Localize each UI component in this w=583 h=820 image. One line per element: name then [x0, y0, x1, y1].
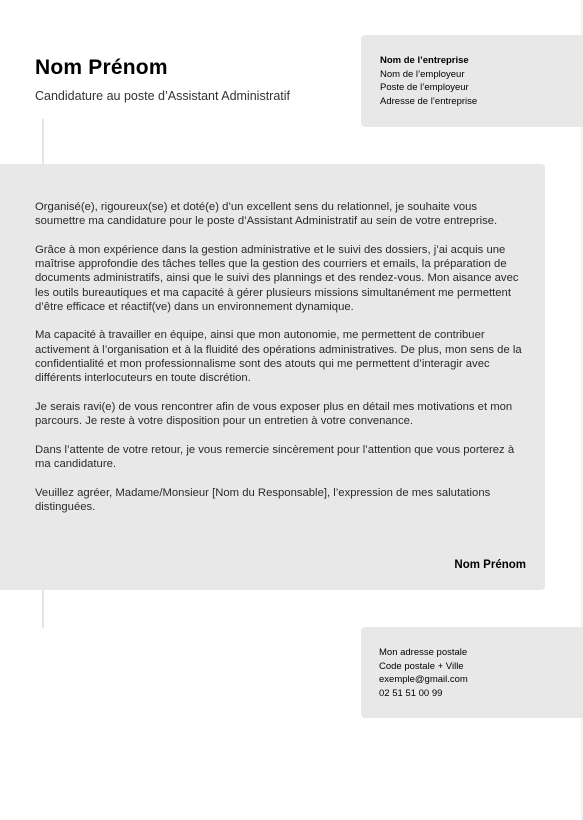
letter-paragraph: Dans l’attente de votre retour, je vous remercie sincèrement pour l’attention que vous porterez à ma candidature. [35, 443, 515, 470]
applicant-name: Nom Prénom [35, 56, 168, 79]
contact-block [361, 627, 583, 718]
letter-paragraph: Grâce à mon expérience dans la gestion administrative et le suivi des dossiers, j’ai acquis une maîtrise approfondie des tâches telles que la gestion des courriers et emails, la préparation de documents administratifs, ainsi que le suivi des plannings et des rendez-vous. Mon aisance avec les outils bureautiques et ma capacité à gérer plusieurs missions simultanément me permettent d’être efficace et réactif(ve) dans un environnement dynamique. [35, 243, 519, 313]
company-name: Nom de l’entreprise [380, 55, 469, 66]
letter-paragraph: Organisé(e), rigoureux(se) et doté(e) d’un excellent sens du relationnel, je souhaite vous soumettre ma candidature pour le poste d’Assistant Administratif au sein de votre entreprise. [35, 201, 498, 228]
application-subtitle: Candidature au poste d’Assistant Administratif [35, 89, 290, 103]
contact-email: exemple@gmail.com [379, 674, 468, 685]
decorative-line-bottom [42, 590, 44, 628]
letter-body [0, 164, 545, 590]
employer-name: Nom de l’employeur [380, 68, 465, 80]
contact-phone: 02 51 51 00 99 [379, 687, 443, 699]
contact-address: Mon adresse postale [379, 647, 468, 658]
contact-postal-city: Code postale + Ville [379, 660, 464, 672]
recipient-block [361, 35, 583, 127]
company-address: Adresse de l’entreprise [380, 95, 478, 107]
decorative-line-top [42, 119, 44, 164]
letter-paragraph: Je serais ravi(e) de vous rencontrer afin de vous exposer plus en détail mes motivations et mon parcours. Je reste à votre disposition pour un entretien à votre convenance. [35, 400, 513, 427]
letter-paragraph: Veuillez agréer, Madame/Monsieur [Nom du Responsable], l’expression de mes salutations distinguées. [35, 486, 491, 513]
letter-paragraph: Ma capacité à travailler en équipe, ainsi que mon autonomie, me permettent de contribuer activement à l’organisation et à la fluidité des opérations administratives. De plus, mon sens de la confidentialité et mon professionnalisme sont des atouts qui me permettent d’interagir avec différents interlocuteurs en toute discrétion. [35, 329, 522, 385]
signature-name: Nom Prénom [454, 559, 526, 571]
employer-position: Poste de l’employeur [380, 82, 469, 93]
